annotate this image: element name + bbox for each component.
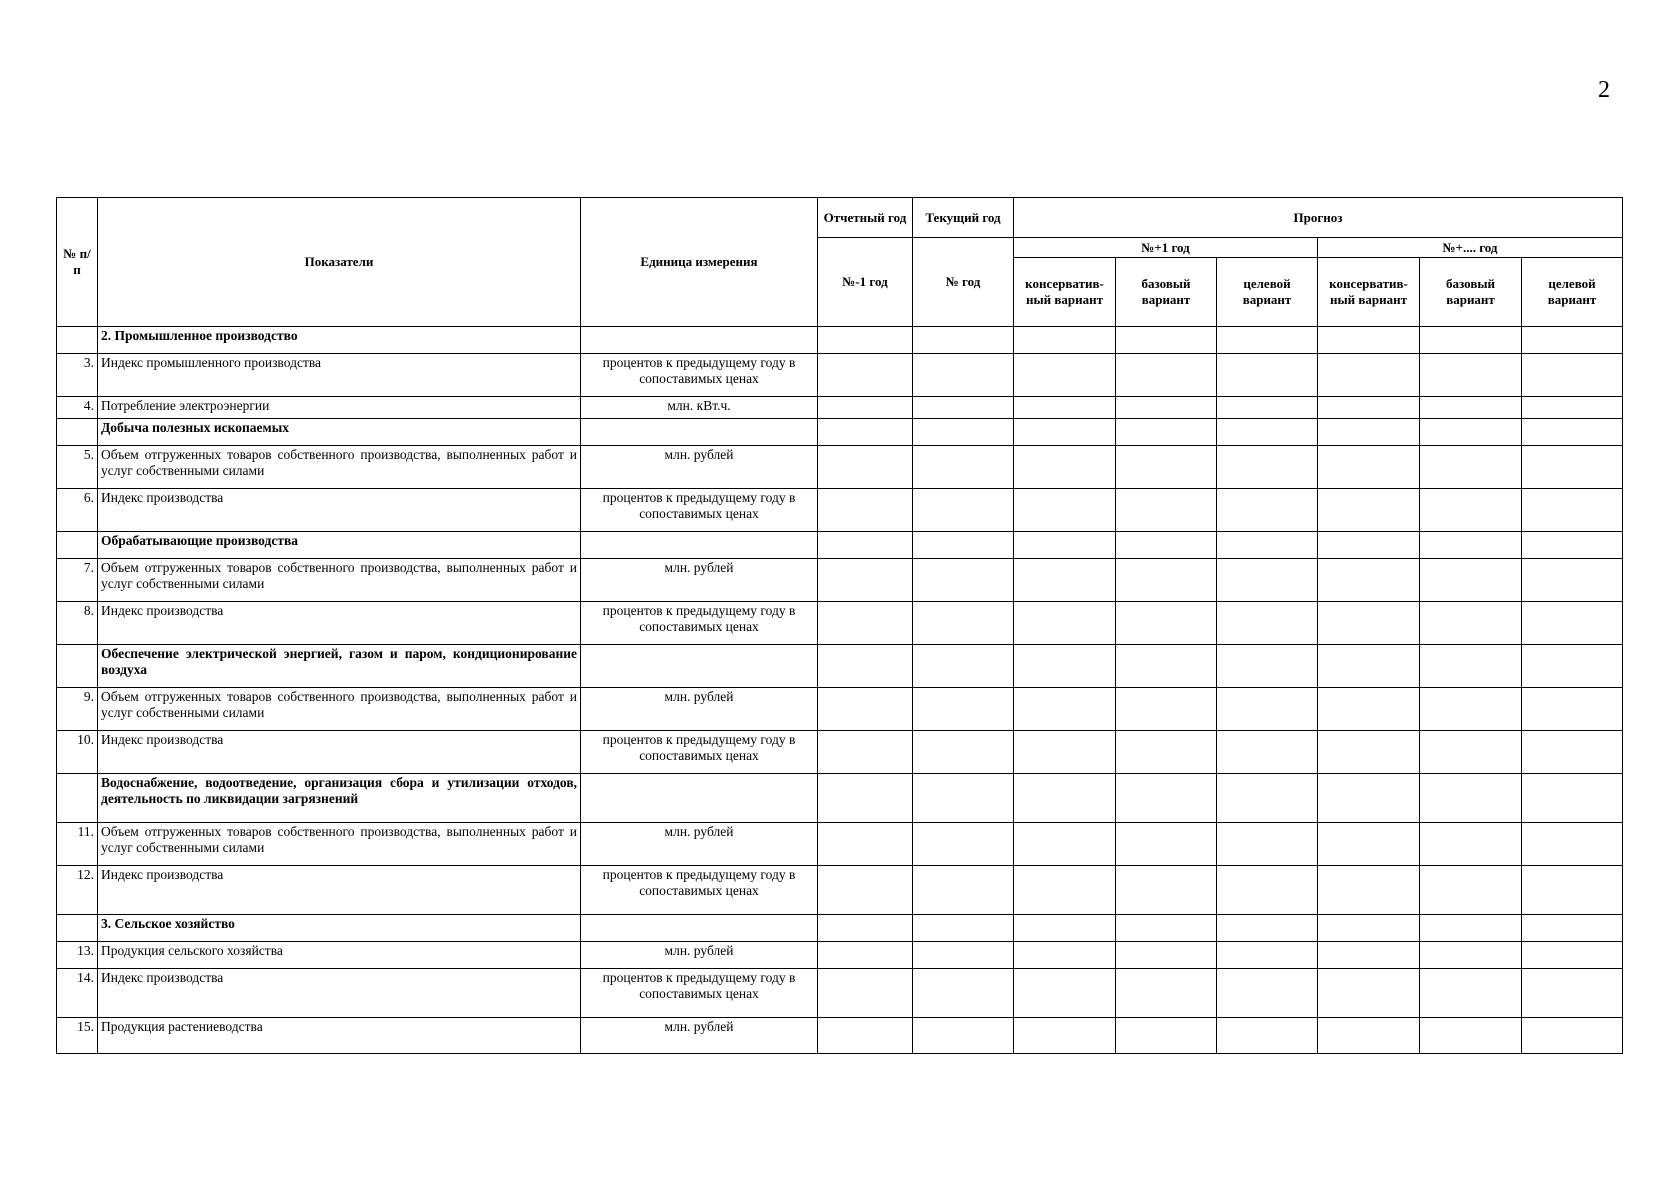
header-unit: Единица измерения [581,198,818,327]
value-cell [1217,823,1318,866]
value-cell [913,688,1014,731]
value-cell [1217,969,1318,1018]
value-cell [1522,559,1623,602]
table-row [57,559,1623,602]
value-cell [913,969,1014,1018]
value-cell [1420,942,1522,969]
value-cell [1116,419,1217,446]
value-cell [1420,354,1522,397]
value-cell [1522,774,1623,823]
row-number: 12. [57,866,98,915]
value-cell [1014,731,1116,774]
value-cell [1318,942,1420,969]
value-cell [1116,397,1217,419]
header-variant-base-2: базовый вариант [1420,258,1522,327]
indicator-name: Продукция сельского хозяйства [98,942,581,969]
value-cell [818,559,913,602]
indicator-name: Объем отгруженных товаров собственного производства, выполненных работ и услуг собственными силами [98,688,581,731]
header-reported-year: Отчетный год [818,198,913,238]
row-number-cell [57,915,98,942]
unit-of-measure: млн. рублей [581,823,818,866]
value-cell [1420,559,1522,602]
value-cell [818,942,913,969]
value-cell [1116,532,1217,559]
value-cell [1318,446,1420,489]
header-reported-sub: №-1 год [818,238,913,327]
value-cell [1116,327,1217,354]
value-cell [1116,731,1217,774]
value-cell [1116,645,1217,688]
value-cell [1116,559,1217,602]
value-cell [1014,823,1116,866]
page-number: 2 [1598,77,1610,103]
unit-cell [581,419,818,446]
value-cell [1014,942,1116,969]
value-cell [818,731,913,774]
value-cell [1318,645,1420,688]
header-indicators: Показатели [98,198,581,327]
value-cell [1522,1018,1623,1054]
section-row [57,532,1623,559]
value-cell [913,866,1014,915]
value-cell [1318,419,1420,446]
header-forecast: Прогноз [1014,198,1623,238]
value-cell [913,645,1014,688]
value-cell [1318,327,1420,354]
value-cell [1014,354,1116,397]
value-cell [1420,327,1522,354]
value-cell [1318,915,1420,942]
value-cell [1522,397,1623,419]
value-cell [1116,1018,1217,1054]
row-number: 4. [57,397,98,419]
section-title: 3. Сельское хозяйство [98,915,581,942]
value-cell [1014,688,1116,731]
unit-of-measure: млн. рублей [581,688,818,731]
row-number: 8. [57,602,98,645]
section-row [57,645,1623,688]
value-cell [1116,942,1217,969]
forecast-table [56,197,1623,1054]
value-cell [1217,397,1318,419]
value-cell [1217,942,1318,969]
unit-of-measure: млн. рублей [581,942,818,969]
value-cell [1420,969,1522,1018]
section-title: 2. Промышленное производство [98,327,581,354]
row-number: 10. [57,731,98,774]
section-title: Обеспечение электрической энергией, газом и паром, кондиционирование воздуха [98,645,581,688]
value-cell [913,354,1014,397]
value-cell [1217,688,1318,731]
value-cell [1522,446,1623,489]
value-cell [1116,688,1217,731]
unit-of-measure: млн. рублей [581,559,818,602]
value-cell [818,823,913,866]
value-cell [1318,969,1420,1018]
value-cell [1420,602,1522,645]
indicator-name: Индекс производства [98,866,581,915]
value-cell [818,489,913,532]
unit-of-measure: процентов к предыдущему году в сопоставимых ценах [581,489,818,532]
unit-cell [581,915,818,942]
value-cell [818,327,913,354]
table-row [57,354,1623,397]
value-cell [1014,327,1116,354]
value-cell [1217,446,1318,489]
value-cell [1318,602,1420,645]
table-row [57,688,1623,731]
value-cell [1014,397,1116,419]
value-cell [1522,602,1623,645]
value-cell [1217,559,1318,602]
table-row [57,602,1623,645]
value-cell [913,942,1014,969]
section-row [57,419,1623,446]
header-variant-target-1: целевой вариант [1217,258,1318,327]
unit-of-measure: процентов к предыдущему году в сопоставимых ценах [581,602,818,645]
value-cell [1522,969,1623,1018]
indicator-name: Индекс производства [98,969,581,1018]
indicator-name: Объем отгруженных товаров собственного производства, выполненных работ и услуг собственными силами [98,823,581,866]
value-cell [1014,602,1116,645]
value-cell [1318,774,1420,823]
table-row [57,731,1623,774]
value-cell [1116,489,1217,532]
table-row [57,489,1623,532]
value-cell [1116,446,1217,489]
value-cell [818,532,913,559]
indicator-name: Потребление электроэнергии [98,397,581,419]
value-cell [1420,731,1522,774]
value-cell [913,327,1014,354]
value-cell [1318,1018,1420,1054]
indicator-name: Индекс производства [98,489,581,532]
row-number: 13. [57,942,98,969]
value-cell [1420,645,1522,688]
value-cell [818,774,913,823]
value-cell [1014,559,1116,602]
row-number: 6. [57,489,98,532]
value-cell [1522,915,1623,942]
value-cell [1217,419,1318,446]
header-variant-base-1: базовый вариант [1116,258,1217,327]
indicator-name: Индекс производства [98,602,581,645]
value-cell [1522,688,1623,731]
value-cell [818,645,913,688]
value-cell [1116,354,1217,397]
value-cell [1116,602,1217,645]
indicator-name: Объем отгруженных товаров собственного производства, выполненных работ и услуг собственными силами [98,559,581,602]
section-row [57,774,1623,823]
value-cell [818,602,913,645]
value-cell [913,602,1014,645]
row-number: 7. [57,559,98,602]
value-cell [913,774,1014,823]
indicator-name: Индекс промышленного производства [98,354,581,397]
header-variant-target-2: целевой вариант [1522,258,1623,327]
value-cell [1014,419,1116,446]
value-cell [1116,774,1217,823]
value-cell [1217,327,1318,354]
section-row [57,915,1623,942]
value-cell [1217,489,1318,532]
row-number-cell [57,532,98,559]
value-cell [1522,532,1623,559]
value-cell [1420,915,1522,942]
row-number-cell [57,327,98,354]
value-cell [1420,774,1522,823]
value-cell [818,354,913,397]
value-cell [1420,823,1522,866]
indicator-name: Объем отгруженных товаров собственного производства, выполненных работ и услуг собственными силами [98,446,581,489]
value-cell [1116,915,1217,942]
section-row [57,327,1623,354]
unit-of-measure: млн. рублей [581,446,818,489]
value-cell [913,915,1014,942]
row-number: 15. [57,1018,98,1054]
value-cell [1217,915,1318,942]
header-forecast-year2: №+.... год [1318,238,1623,258]
row-number: 3. [57,354,98,397]
unit-cell [581,532,818,559]
row-number: 11. [57,823,98,866]
indicator-name: Продукция растениеводства [98,1018,581,1054]
unit-of-measure: млн. кВт.ч. [581,397,818,419]
value-cell [1217,354,1318,397]
value-cell [913,489,1014,532]
value-cell [913,532,1014,559]
value-cell [1014,1018,1116,1054]
unit-of-measure: процентов к предыдущему году в сопоставимых ценах [581,866,818,915]
row-number-cell [57,419,98,446]
table-row [57,823,1623,866]
value-cell [1420,532,1522,559]
value-cell [1014,489,1116,532]
header-num: № п/п [57,198,98,327]
value-cell [1420,397,1522,419]
value-cell [1318,559,1420,602]
value-cell [1420,446,1522,489]
value-cell [913,446,1014,489]
value-cell [1014,969,1116,1018]
value-cell [1522,731,1623,774]
unit-cell [581,327,818,354]
value-cell [913,1018,1014,1054]
section-title: Обрабатывающие производства [98,532,581,559]
header-current-sub: № год [913,238,1014,327]
unit-of-measure: процентов к предыдущему году в сопоставимых ценах [581,969,818,1018]
value-cell [1522,645,1623,688]
value-cell [1116,823,1217,866]
table-header [57,198,1623,327]
table-body [57,327,1623,1054]
value-cell [1522,489,1623,532]
value-cell [1522,327,1623,354]
table-row [57,1018,1623,1054]
value-cell [1014,915,1116,942]
value-cell [1318,688,1420,731]
value-cell [1420,688,1522,731]
value-cell [1522,354,1623,397]
unit-of-measure: млн. рублей [581,1018,818,1054]
table-row [57,866,1623,915]
table-row [57,397,1623,419]
value-cell [1014,866,1116,915]
value-cell [1318,397,1420,419]
value-cell [1217,866,1318,915]
value-cell [1318,731,1420,774]
value-cell [1217,731,1318,774]
value-cell [913,559,1014,602]
value-cell [1014,532,1116,559]
value-cell [1318,866,1420,915]
table-row [57,942,1623,969]
value-cell [1217,532,1318,559]
value-cell [1217,602,1318,645]
value-cell [913,731,1014,774]
value-cell [1217,645,1318,688]
value-cell [1318,489,1420,532]
header-variant-conservative-1: консерватив-ный вариант [1014,258,1116,327]
value-cell [913,823,1014,866]
value-cell [818,969,913,1018]
value-cell [913,419,1014,446]
value-cell [818,397,913,419]
table-row [57,446,1623,489]
row-number: 9. [57,688,98,731]
table-row [57,969,1623,1018]
row-number: 5. [57,446,98,489]
value-cell [1318,354,1420,397]
value-cell [1420,419,1522,446]
value-cell [1318,532,1420,559]
header-variant-conservative-2: консерватив-ный вариант [1318,258,1420,327]
value-cell [1420,489,1522,532]
value-cell [818,446,913,489]
value-cell [818,1018,913,1054]
value-cell [1522,866,1623,915]
value-cell [913,397,1014,419]
row-number-cell [57,645,98,688]
value-cell [1318,823,1420,866]
value-cell [1420,1018,1522,1054]
value-cell [818,915,913,942]
section-title: Добыча полезных ископаемых [98,419,581,446]
value-cell [1522,942,1623,969]
value-cell [1217,774,1318,823]
value-cell [1116,969,1217,1018]
unit-cell [581,774,818,823]
value-cell [1014,645,1116,688]
value-cell [1014,774,1116,823]
value-cell [1116,866,1217,915]
header-current-year: Текущий год [913,198,1014,238]
value-cell [818,419,913,446]
value-cell [818,688,913,731]
value-cell [1014,446,1116,489]
row-number-cell [57,774,98,823]
value-cell [1522,419,1623,446]
value-cell [1420,866,1522,915]
unit-cell [581,645,818,688]
header-forecast-year1: №+1 год [1014,238,1318,258]
value-cell [818,866,913,915]
unit-of-measure: процентов к предыдущему году в сопоставимых ценах [581,354,818,397]
value-cell [1522,823,1623,866]
value-cell [1217,1018,1318,1054]
indicator-name: Индекс производства [98,731,581,774]
row-number: 14. [57,969,98,1018]
section-title: Водоснабжение, водоотведение, организация сбора и утилизации отходов, деятельность по ликвидации загрязнений [98,774,581,823]
unit-of-measure: процентов к предыдущему году в сопоставимых ценах [581,731,818,774]
